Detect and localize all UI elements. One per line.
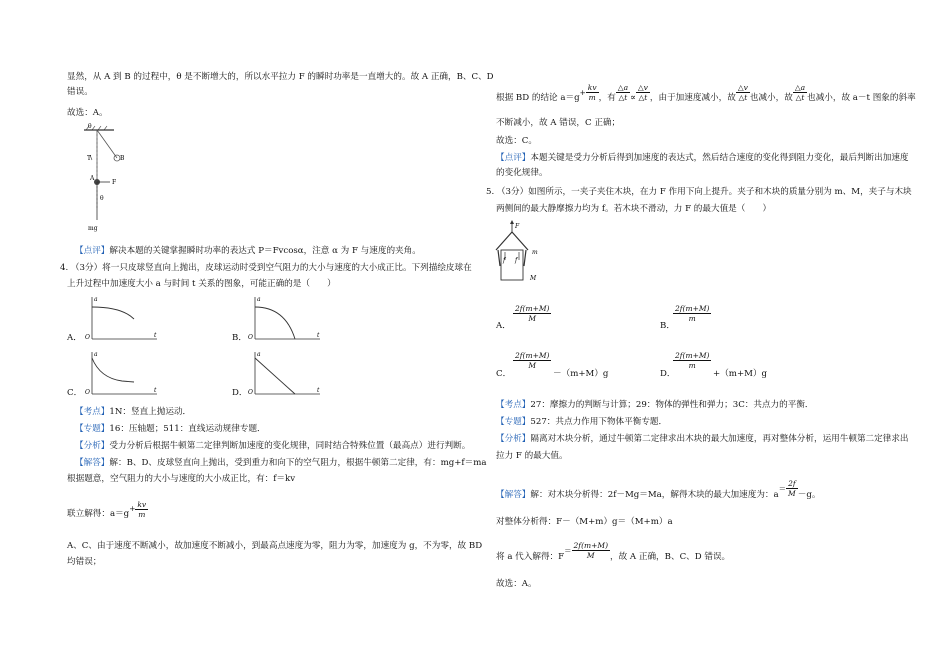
fenxi-line: 拉力 F 的最大值。: [496, 451, 568, 461]
fenxi-line: [75, 440, 470, 452]
axis-a: a: [257, 351, 261, 358]
fraction-numerator: 2f(m+M): [515, 304, 550, 313]
graph-option-d: [245, 348, 325, 398]
force-f-label: F: [515, 223, 520, 230]
option-a-label: A．: [67, 333, 82, 343]
jieda-text: 将 a 代入解得：F: [496, 552, 565, 562]
zhuanti-line: [75, 423, 266, 435]
paragraph-line: 错误。: [67, 87, 93, 97]
formula-text: 联立解得：a＝g: [67, 509, 130, 519]
tag-jieda: 【解答】: [75, 458, 110, 468]
comment-text: 本题关键是受力分析后得到加速度的表达式，然后结合速度的变化得到阻力变化，最后判断出加速度: [530, 153, 909, 163]
fraction-denominator: △t: [795, 93, 805, 102]
mg-label: mg: [88, 225, 98, 232]
fraction-denominator: M: [788, 489, 796, 498]
kaodian-line: [75, 406, 191, 418]
tag-dianping: 【点评】: [496, 153, 531, 163]
tension-label: T: [87, 155, 92, 162]
fraction-numerator: kv: [137, 500, 147, 509]
axis-a: a: [94, 351, 98, 358]
kaodian-text: 27：摩擦力的判断与计算；29：物体的弹性和弹力；3C：共点力的平衡．: [530, 400, 814, 410]
fenxi-line: [496, 433, 909, 445]
fraction-numerator: △a: [617, 83, 629, 92]
fraction-denominator: △t: [638, 93, 648, 102]
origin: O: [85, 389, 90, 396]
jieda-formula-line: [496, 541, 731, 566]
plus-sign: +: [579, 88, 586, 97]
jieda-line: [75, 457, 486, 469]
fraction-2f-m: [786, 479, 798, 498]
origin: O: [248, 334, 253, 341]
fraction-kv: [135, 500, 148, 519]
paragraph-line: 显然，从 A 到 B 的过程中，θ 是不断增大的，所以水平拉力 F 的瞬时功率是一直增大的。故 A 正确，B、C、D: [67, 72, 494, 82]
conclusion-text: ，由于加速度减小，故: [649, 93, 736, 103]
mass-big-m-label: M: [530, 275, 537, 282]
friction-f-right: f: [515, 257, 518, 264]
fraction-numerator: △v: [737, 83, 748, 92]
origin: O: [248, 389, 253, 396]
fraction-denominator: M: [586, 551, 595, 560]
tag-jieda: 【解答】: [496, 490, 531, 500]
question-4-line: 上升过程中加速度大小 a 与时间 t 关系的图象，可能正确的是（ ）: [67, 279, 336, 289]
point-a-label: A: [90, 175, 95, 182]
graph-option-b: [245, 293, 325, 343]
option-c-label: C．: [496, 369, 512, 379]
force-f-label: F: [112, 179, 117, 186]
jieda-formula-line: [67, 500, 148, 523]
question-5-line: 5. （3分）如图所示，一夹子夹住木块，在力 F 作用下向上提升。夹子和木块的质量分别为 m、M，夹子与木块: [486, 187, 912, 197]
axis-t: t: [317, 387, 320, 394]
jieda-formula-line: [496, 479, 821, 504]
tag-fenxi: 【分析】: [75, 441, 110, 451]
fraction-numerator: △v: [637, 83, 648, 92]
fraction-numerator: 2f(m+M): [675, 304, 710, 313]
axis-a: a: [257, 296, 261, 303]
tag-kaodian: 【考点】: [496, 400, 531, 410]
fraction-numerator: 2f(m+M): [573, 541, 609, 550]
fraction-denominator: m: [688, 361, 696, 370]
option-d-tail: +（m+M）g: [713, 369, 768, 379]
fraction-numerator: △a: [794, 83, 806, 92]
fraction-denominator: m: [688, 314, 696, 323]
tag-fenxi: 【分析】: [496, 434, 531, 444]
tag-kaodian: 【考点】: [75, 407, 110, 417]
jieda-text: 解：B、D、皮球竖直向上抛出，受到重力和向下的空气阻力，根据牛顿第二定律，有：mg+f＝ma: [109, 458, 487, 468]
pendulum-figure: [80, 120, 140, 235]
fraction-da-dt: [793, 83, 807, 102]
tag-dianping: 【点评】: [75, 246, 110, 256]
comment-text: 解决本题的关键掌握瞬时功率的表达式 P＝Fvcosα，注意 α 为 F 与速度的夹角。: [109, 246, 421, 256]
comment-line: 的变化规律。: [496, 168, 548, 178]
conclusion-line: 不断减小，故 A 错误，C 正确；: [496, 118, 621, 128]
equals-sign: ＝: [564, 546, 572, 555]
jieda-text: 解：对木块分析得：2f－Mg＝Ma，解得木块的最大加速度为：a: [530, 490, 779, 500]
axis-t: t: [154, 332, 157, 339]
fraction-numerator: 2f: [786, 479, 798, 489]
fraction-option-c: [513, 351, 551, 370]
conclusion-text: 也减小，故: [749, 93, 793, 103]
option-d-label: D．: [232, 388, 248, 398]
option-a-expr: [513, 304, 551, 323]
fraction-kv: [586, 83, 599, 102]
fraction-option-a: [513, 304, 551, 323]
answer-line: 故选：A。: [67, 108, 108, 118]
jieda-text: －g。: [797, 490, 821, 500]
zhuanti-text: 16：压轴题；511：直线运动规律专题．: [109, 424, 266, 434]
axis-a: a: [94, 296, 98, 303]
theta2-label: θ: [100, 195, 104, 202]
option-c-expr: [513, 351, 551, 370]
equals-sign: ＝: [778, 484, 787, 493]
fraction-denominator: m: [138, 510, 146, 519]
fraction-denominator: △t: [618, 93, 628, 102]
fraction-result: [572, 541, 610, 560]
origin: O: [85, 334, 90, 341]
fraction-da-dt: [616, 83, 630, 102]
option-b-label: B．: [232, 333, 247, 343]
axis-t: t: [154, 387, 157, 394]
fraction-denominator: M: [528, 314, 537, 323]
conclusion-text: 根据 BD 的结论 a＝g: [496, 93, 580, 103]
fraction-numerator: 2f(m+M): [515, 351, 550, 360]
answer-line: 故选：C。: [496, 136, 537, 146]
fraction-option-b: [673, 304, 711, 323]
theta-label: θ: [88, 123, 92, 130]
fenxi-text: 受力分析后根据牛顿第二定律判断加速度的变化规律，同时结合特殊位置（最高点）进行判断。: [109, 441, 471, 451]
answer-line: 故选：A。: [496, 579, 537, 589]
tag-zhuanti: 【专题】: [496, 417, 531, 427]
point-b-label: B: [120, 155, 125, 162]
fraction-denominator: M: [528, 361, 537, 370]
question-4-line: 4. （3分）将一只皮球竖直向上抛出，皮球运动时受到空气阻力的大小与速度的大小成正比。下列描绘皮球在: [60, 263, 472, 273]
comment-line: [75, 245, 421, 257]
tag-zhuanti: 【专题】: [75, 424, 110, 434]
fraction-denominator: △t: [738, 93, 748, 102]
conclusion-text: ，有: [598, 93, 616, 103]
fraction-option-d: [673, 351, 711, 370]
conclusion-line: [496, 83, 916, 107]
fraction-dv-dt: [736, 83, 750, 102]
jieda-line: 对整体分析得：F－（M+m）g＝（M+m）a: [496, 517, 673, 527]
question-5-line: 两侧间的最大静摩擦力均为 f。若木块不滑动，力 F 的最大值是（ ）: [496, 204, 772, 214]
option-c-label: C．: [67, 388, 83, 398]
option-b-expr: [673, 304, 711, 323]
jieda-text: ，故 A 正确，B、C、D 错误。: [610, 552, 731, 562]
option-d-label: D．: [660, 369, 676, 379]
fraction-numerator: 2f(m+M): [675, 351, 710, 360]
fraction-denominator: m: [588, 93, 596, 102]
option-b-label: B．: [660, 321, 675, 331]
jieda-line: 根据题意，空气阻力的大小与速度的大小成正比，有：f＝kv: [67, 474, 296, 484]
option-a-label: A．: [496, 321, 511, 331]
fraction-dv-dt: [636, 83, 650, 102]
zhuanti-line: [496, 416, 667, 428]
clamp-figure: [488, 220, 548, 286]
graph-option-a: [82, 293, 162, 343]
conclusion-text: 也减小，故 a－t 图象的斜率: [807, 93, 916, 103]
jieda-line: A、C、由于速度不断减小，故加速度不断减小，到最高点速度为零，阻力为零，加速度为 g，不为零，故 BD: [67, 541, 483, 551]
graph-option-c: [82, 348, 162, 398]
kaodian-text: 1N：竖直上抛运动．: [109, 407, 192, 417]
option-c-tail: －（m+M）g: [553, 369, 609, 379]
option-d-expr: [673, 351, 711, 370]
mass-m-label: m: [532, 249, 538, 256]
friction-f-left: f: [503, 257, 506, 264]
plus-sign: +: [129, 504, 136, 513]
jieda-line: 均错误；: [67, 557, 102, 567]
fenxi-text: 隔离对木块分析，通过牛顿第二定律求出木块的最大加速度，再对整体分析，运用牛顿第二定律求出: [530, 434, 909, 444]
zhuanti-text: 527：共点力作用下物体平衡专题．: [530, 417, 668, 427]
kaodian-line: [496, 399, 814, 411]
proportional-sign: ∝: [630, 93, 636, 103]
comment-line: [496, 152, 909, 164]
axis-t: t: [317, 332, 320, 339]
fraction-numerator: kv: [587, 83, 597, 92]
